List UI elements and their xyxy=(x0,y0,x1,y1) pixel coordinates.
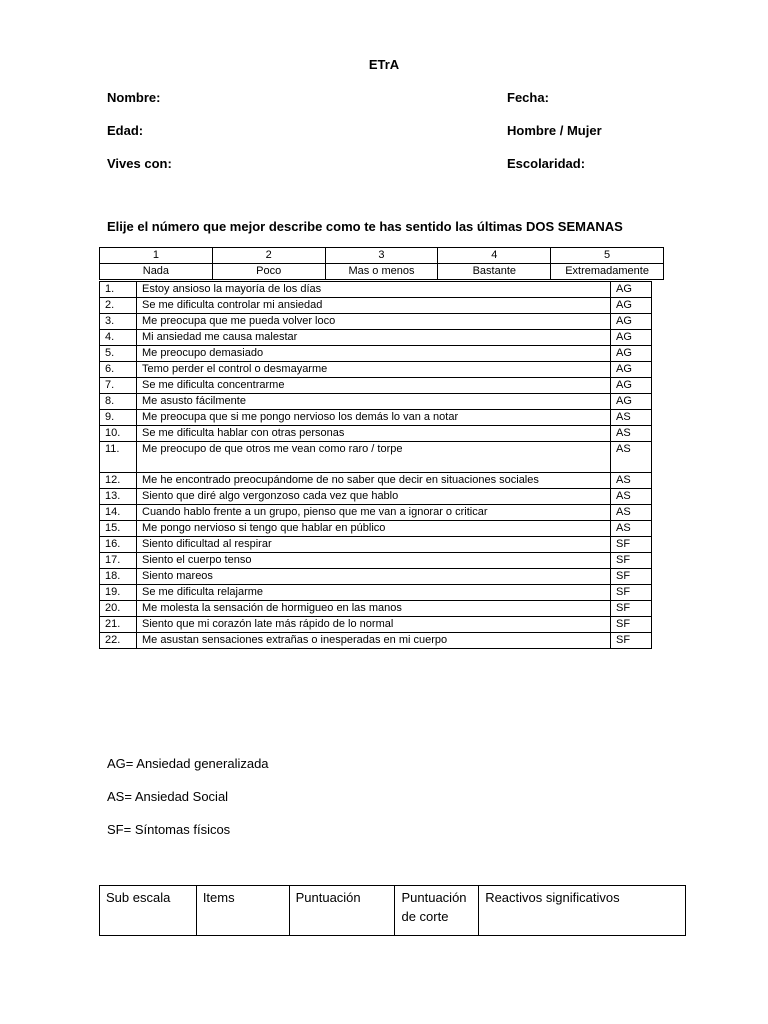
item-subscale-code: AG xyxy=(611,346,652,362)
scale-label: Extremadamente xyxy=(551,264,664,280)
item-text: Siento que diré algo vergonzoso cada vez que hablo xyxy=(137,489,611,505)
item-number: 9. xyxy=(100,410,137,426)
item-subscale-code: SF xyxy=(611,537,652,553)
item-number: 19. xyxy=(100,585,137,601)
scale-number: 4 xyxy=(438,248,551,264)
item-number: 20. xyxy=(100,601,137,617)
age-label: Edad: xyxy=(107,123,144,138)
table-row xyxy=(100,537,652,553)
instructions: Elije el número que mejor describe como te has sentido las últimas DOS SEMANAS xyxy=(107,219,623,234)
scale-label: Bastante xyxy=(438,264,551,280)
item-number: 3. xyxy=(100,314,137,330)
item-text: Me asusto fácilmente xyxy=(137,394,611,410)
item-text: Mi ansiedad me causa malestar xyxy=(137,330,611,346)
subscale-header-row xyxy=(100,886,686,936)
item-number: 16. xyxy=(100,537,137,553)
scale-number: 2 xyxy=(212,248,325,264)
item-subscale-code: AS xyxy=(611,521,652,537)
item-number: 21. xyxy=(100,617,137,633)
name-label: Nombre: xyxy=(107,90,161,105)
item-text: Siento mareos xyxy=(137,569,611,585)
item-number: 18. xyxy=(100,569,137,585)
item-subscale-code: AS xyxy=(611,426,652,442)
item-text: Me preocupa que si me pongo nervioso los demás lo van a notar xyxy=(137,410,611,426)
item-number: 8. xyxy=(100,394,137,410)
scale-number: 1 xyxy=(100,248,213,264)
table-row xyxy=(100,617,652,633)
table-row xyxy=(100,346,652,362)
item-subscale-code: AG xyxy=(611,330,652,346)
table-row xyxy=(100,362,652,378)
table-row xyxy=(100,282,652,298)
item-subscale-code: SF xyxy=(611,601,652,617)
item-subscale-code: AG xyxy=(611,394,652,410)
table-row xyxy=(100,410,652,426)
item-text: Siento que mi corazón late más rápido de lo normal xyxy=(137,617,611,633)
table-row xyxy=(100,330,652,346)
table-row xyxy=(100,314,652,330)
table-row xyxy=(100,521,652,537)
item-number: 14. xyxy=(100,505,137,521)
item-subscale-code: AG xyxy=(611,362,652,378)
table-row xyxy=(100,585,652,601)
item-subscale-code: SF xyxy=(611,617,652,633)
scale-labels-row xyxy=(100,264,664,280)
item-number: 10. xyxy=(100,426,137,442)
item-text: Siento el cuerpo tenso xyxy=(137,553,611,569)
item-subscale-code: AG xyxy=(611,298,652,314)
scale-number: 5 xyxy=(551,248,664,264)
legend-sf: SF= Síntomas físicos xyxy=(107,822,231,837)
item-number: 15. xyxy=(100,521,137,537)
scale-label: Nada xyxy=(100,264,213,280)
subscale-header: Reactivos significativos xyxy=(479,886,686,936)
scale-label: Poco xyxy=(212,264,325,280)
table-row xyxy=(100,473,652,489)
table-row xyxy=(100,633,652,649)
legend-as: AS= Ansiedad Social xyxy=(107,789,229,804)
item-text: Se me dificulta controlar mi ansiedad xyxy=(137,298,611,314)
item-text: Me pongo nervioso si tengo que hablar en público xyxy=(137,521,611,537)
item-text: Me preocupo de que otros me vean como raro / torpe xyxy=(137,442,611,473)
subscale-header: Puntuación de corte xyxy=(395,886,479,936)
table-row xyxy=(100,553,652,569)
item-text: Se me dificulta relajarme xyxy=(137,585,611,601)
item-number: 5. xyxy=(100,346,137,362)
subscale-header: Puntuación xyxy=(289,886,395,936)
item-subscale-code: SF xyxy=(611,569,652,585)
scale-numbers-row xyxy=(100,248,664,264)
item-text: Cuando hablo frente a un grupo, pienso que me van a ignorar o criticar xyxy=(137,505,611,521)
table-row xyxy=(100,489,652,505)
item-subscale-code: AS xyxy=(611,442,652,473)
item-text: Se me dificulta concentrarme xyxy=(137,378,611,394)
items-table xyxy=(99,281,652,649)
item-subscale-code: AS xyxy=(611,410,652,426)
item-number: 13. xyxy=(100,489,137,505)
item-text: Me preocupa que me pueda volver loco xyxy=(137,314,611,330)
scale-number: 3 xyxy=(325,248,438,264)
item-subscale-code: AG xyxy=(611,378,652,394)
table-row xyxy=(100,426,652,442)
item-subscale-code: SF xyxy=(611,553,652,569)
lives-with-label: Vives con: xyxy=(107,156,172,171)
sex-label: Hombre / Mujer xyxy=(507,123,602,138)
item-number: 2. xyxy=(100,298,137,314)
item-number: 6. xyxy=(100,362,137,378)
item-number: 4. xyxy=(100,330,137,346)
item-text: Siento dificultad al respirar xyxy=(137,537,611,553)
item-text: Me he encontrado preocupándome de no saber que decir en situaciones sociales xyxy=(137,473,611,489)
schooling-label: Escolaridad: xyxy=(507,156,586,171)
item-text: Temo perder el control o desmayarme xyxy=(137,362,611,378)
item-subscale-code: SF xyxy=(611,585,652,601)
date-label: Fecha: xyxy=(507,90,549,105)
item-number: 11. xyxy=(100,442,137,473)
scale-label: Mas o menos xyxy=(325,264,438,280)
table-row xyxy=(100,378,652,394)
item-subscale-code: AG xyxy=(611,314,652,330)
item-text: Estoy ansioso la mayoría de los días xyxy=(137,282,611,298)
item-text: Me asustan sensaciones extrañas o inesperadas en mi cuerpo xyxy=(137,633,611,649)
table-row xyxy=(100,394,652,410)
item-number: 1. xyxy=(100,282,137,298)
item-text: Se me dificulta hablar con otras personas xyxy=(137,426,611,442)
table-row xyxy=(100,505,652,521)
table-row xyxy=(100,601,652,617)
legend-ag: AG= Ansiedad generalizada xyxy=(107,756,269,771)
table-row xyxy=(100,569,652,585)
item-subscale-code: AG xyxy=(611,282,652,298)
document-title: ETrA xyxy=(368,57,400,72)
response-scale-table xyxy=(99,247,664,280)
item-subscale-code: AS xyxy=(611,505,652,521)
item-subscale-code: SF xyxy=(611,633,652,649)
subscale-header: Sub escala xyxy=(100,886,197,936)
item-subscale-code: AS xyxy=(611,473,652,489)
item-number: 7. xyxy=(100,378,137,394)
item-number: 17. xyxy=(100,553,137,569)
subscale-table xyxy=(99,885,686,936)
table-row xyxy=(100,298,652,314)
subscale-header: Items xyxy=(196,886,289,936)
item-number: 12. xyxy=(100,473,137,489)
table-row xyxy=(100,442,652,473)
item-subscale-code: AS xyxy=(611,489,652,505)
item-text: Me preocupo demasiado xyxy=(137,346,611,362)
item-number: 22. xyxy=(100,633,137,649)
item-text: Me molesta la sensación de hormigueo en las manos xyxy=(137,601,611,617)
